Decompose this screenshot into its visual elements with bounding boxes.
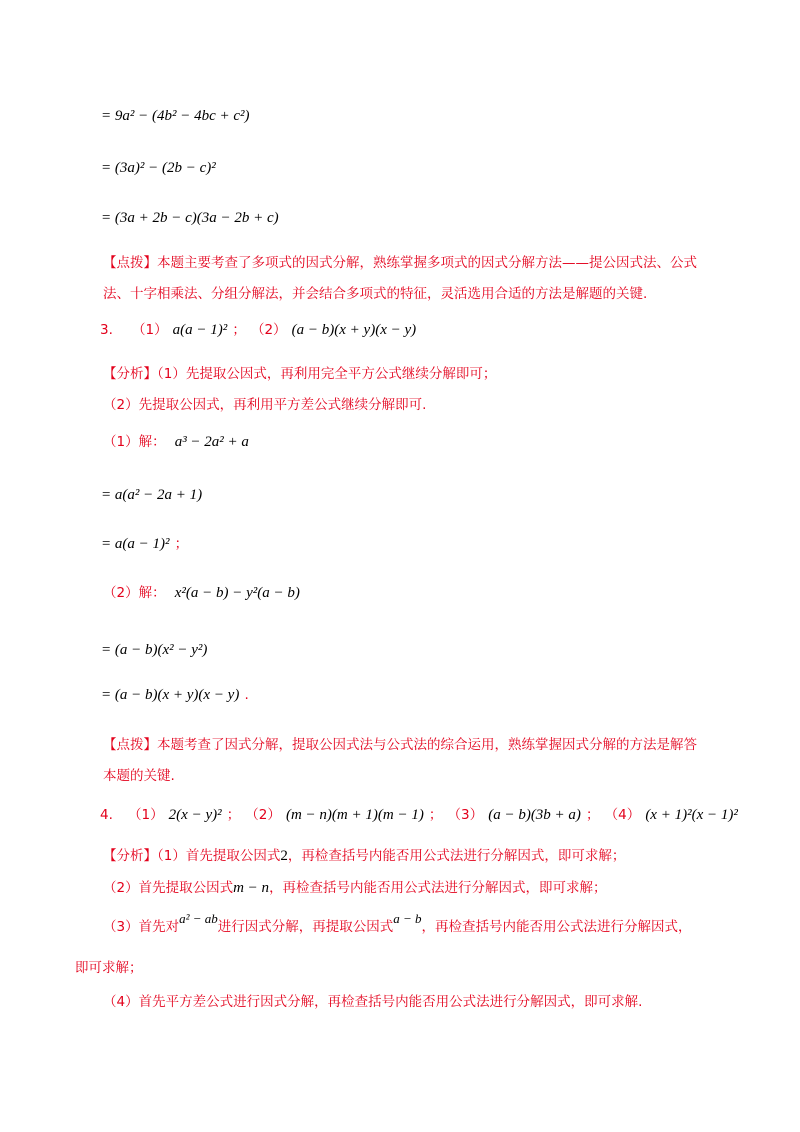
tip-line-1: 【点拨】本题主要考查了多项式的因式分解，熟练掌握多项式的因式分解方法——提公因式法、公式 <box>103 255 697 271</box>
q3-separator: ； <box>232 322 246 338</box>
q3-part2-answer: (a − b)(x + y)(x − y) <box>291 322 417 338</box>
analysis4-line-1-text-b: ，再检查括号内能否用公式法进行分解因式，即可求解； <box>287 848 626 864</box>
q4-separator-1: ； <box>226 807 241 823</box>
q3-answer-row <box>100 319 416 340</box>
solution3-part1-step-2-row <box>101 533 188 554</box>
solution3-part2-step-2: = (a − b)(x + y)(x − y) <box>101 687 240 703</box>
analysis3-line-2: （2）先提取公因式，再利用平方差公式继续分解即可. <box>103 397 427 413</box>
q4-part2-label: （2） <box>245 807 281 823</box>
solution3-part2-expression: x²(a − b) − y²(a − b) <box>174 585 300 601</box>
q4-separator-3: ； <box>586 807 600 823</box>
derivation-line-2: = (3a)² − (2b − c)² <box>101 160 216 176</box>
analysis4-line-3 <box>103 911 692 937</box>
solution3-part1-step-2: = a(a − 1)² <box>101 536 170 552</box>
analysis4-line-1-math: 2 <box>280 848 288 864</box>
q4-part2-answer: (m − n)(m + 1)(m − 1) <box>285 807 424 823</box>
q4-separator-2: ； <box>428 807 443 823</box>
solution3-part1-header <box>103 431 249 452</box>
q4-part1-label: （1） <box>127 807 164 823</box>
solution3-part2-step-1: = (a − b)(x² − y²) <box>101 642 208 658</box>
q4-part3-answer: (a − b)(3b + a) <box>488 807 581 823</box>
solution3-part2-header <box>103 582 300 603</box>
analysis4-line-1-text-a: 【分析】（1）首先提取公因式 <box>103 848 281 864</box>
analysis4-line-3-text-c: ，再检查括号内能否用公式法进行分解因式， <box>421 919 692 935</box>
q4-part4-label: （4） <box>604 807 641 823</box>
analysis3-line-1: 【分析】（1）先提取公因式，再利用完全平方公式继续分解即可； <box>103 366 497 382</box>
solution3-part1-expression: a³ − 2a² + a <box>174 434 249 450</box>
solution3-part2-label: （2）解： <box>103 585 166 601</box>
derivation-line-3: = (3a + 2b − c)(3a − 2b + c) <box>101 210 279 226</box>
q3-number: 3. <box>100 322 113 338</box>
q4-part1-answer: 2(x − y)² <box>168 807 222 823</box>
analysis4-line-2-math: m − n <box>233 880 270 896</box>
tip-line-2: 法、十字相乘法、分组分解法，并会结合多项式的特征，灵活选用合适的方法是解题的关键. <box>103 286 648 302</box>
tip3-line-2: 本题的关键. <box>103 768 175 784</box>
analysis4-line-2 <box>103 877 607 898</box>
analysis4-line-5: （4）首先平方差公式进行因式分解，再检查括号内能否用公式法进行分解因式，即可求解. <box>103 994 643 1010</box>
tip3-line-1: 【点拨】本题考查了因式分解，提取公因式法与公式法的综合运用，熟练掌握因式分解的方法是解答 <box>103 737 697 753</box>
analysis4-line-2-text-b: ，再检查括号内能否用公式法进行分解因式，即可求解； <box>269 880 607 896</box>
analysis4-line-3-text-a: （3）首先对 <box>103 919 180 935</box>
solution3-part1-step-1: = a(a² − 2a + 1) <box>101 487 203 503</box>
q3-part2-label: （2） <box>250 322 287 338</box>
q4-answer-row <box>100 804 738 825</box>
analysis4-line-4: 即可求解； <box>75 960 143 976</box>
q4-part4-answer: (x + 1)²(x − 1)² <box>645 807 738 823</box>
q4-part3-label: （3） <box>447 807 484 823</box>
solution3-part2-end: . <box>244 687 249 703</box>
analysis4-line-2-text-a: （2）首先提取公因式 <box>103 880 234 896</box>
q4-number: 4. <box>100 807 113 823</box>
analysis4-line-3-math-2: a − b <box>393 911 422 926</box>
solution3-part1-end: ； <box>174 536 189 552</box>
analysis4-line-3-text-b: 进行因式分解，再提取公因式 <box>217 919 394 935</box>
q3-part1-label: （1） <box>131 322 168 338</box>
derivation-line-1: = 9a² − (4b² − 4bc + c²) <box>101 108 250 124</box>
solution3-part2-step-2-row <box>101 684 249 705</box>
solution3-part1-label: （1）解： <box>103 434 166 450</box>
q3-part1-answer: a(a − 1)² <box>172 322 228 338</box>
analysis4-line-1 <box>103 845 625 866</box>
analysis4-line-3-math-1: a² − ab <box>179 911 218 926</box>
